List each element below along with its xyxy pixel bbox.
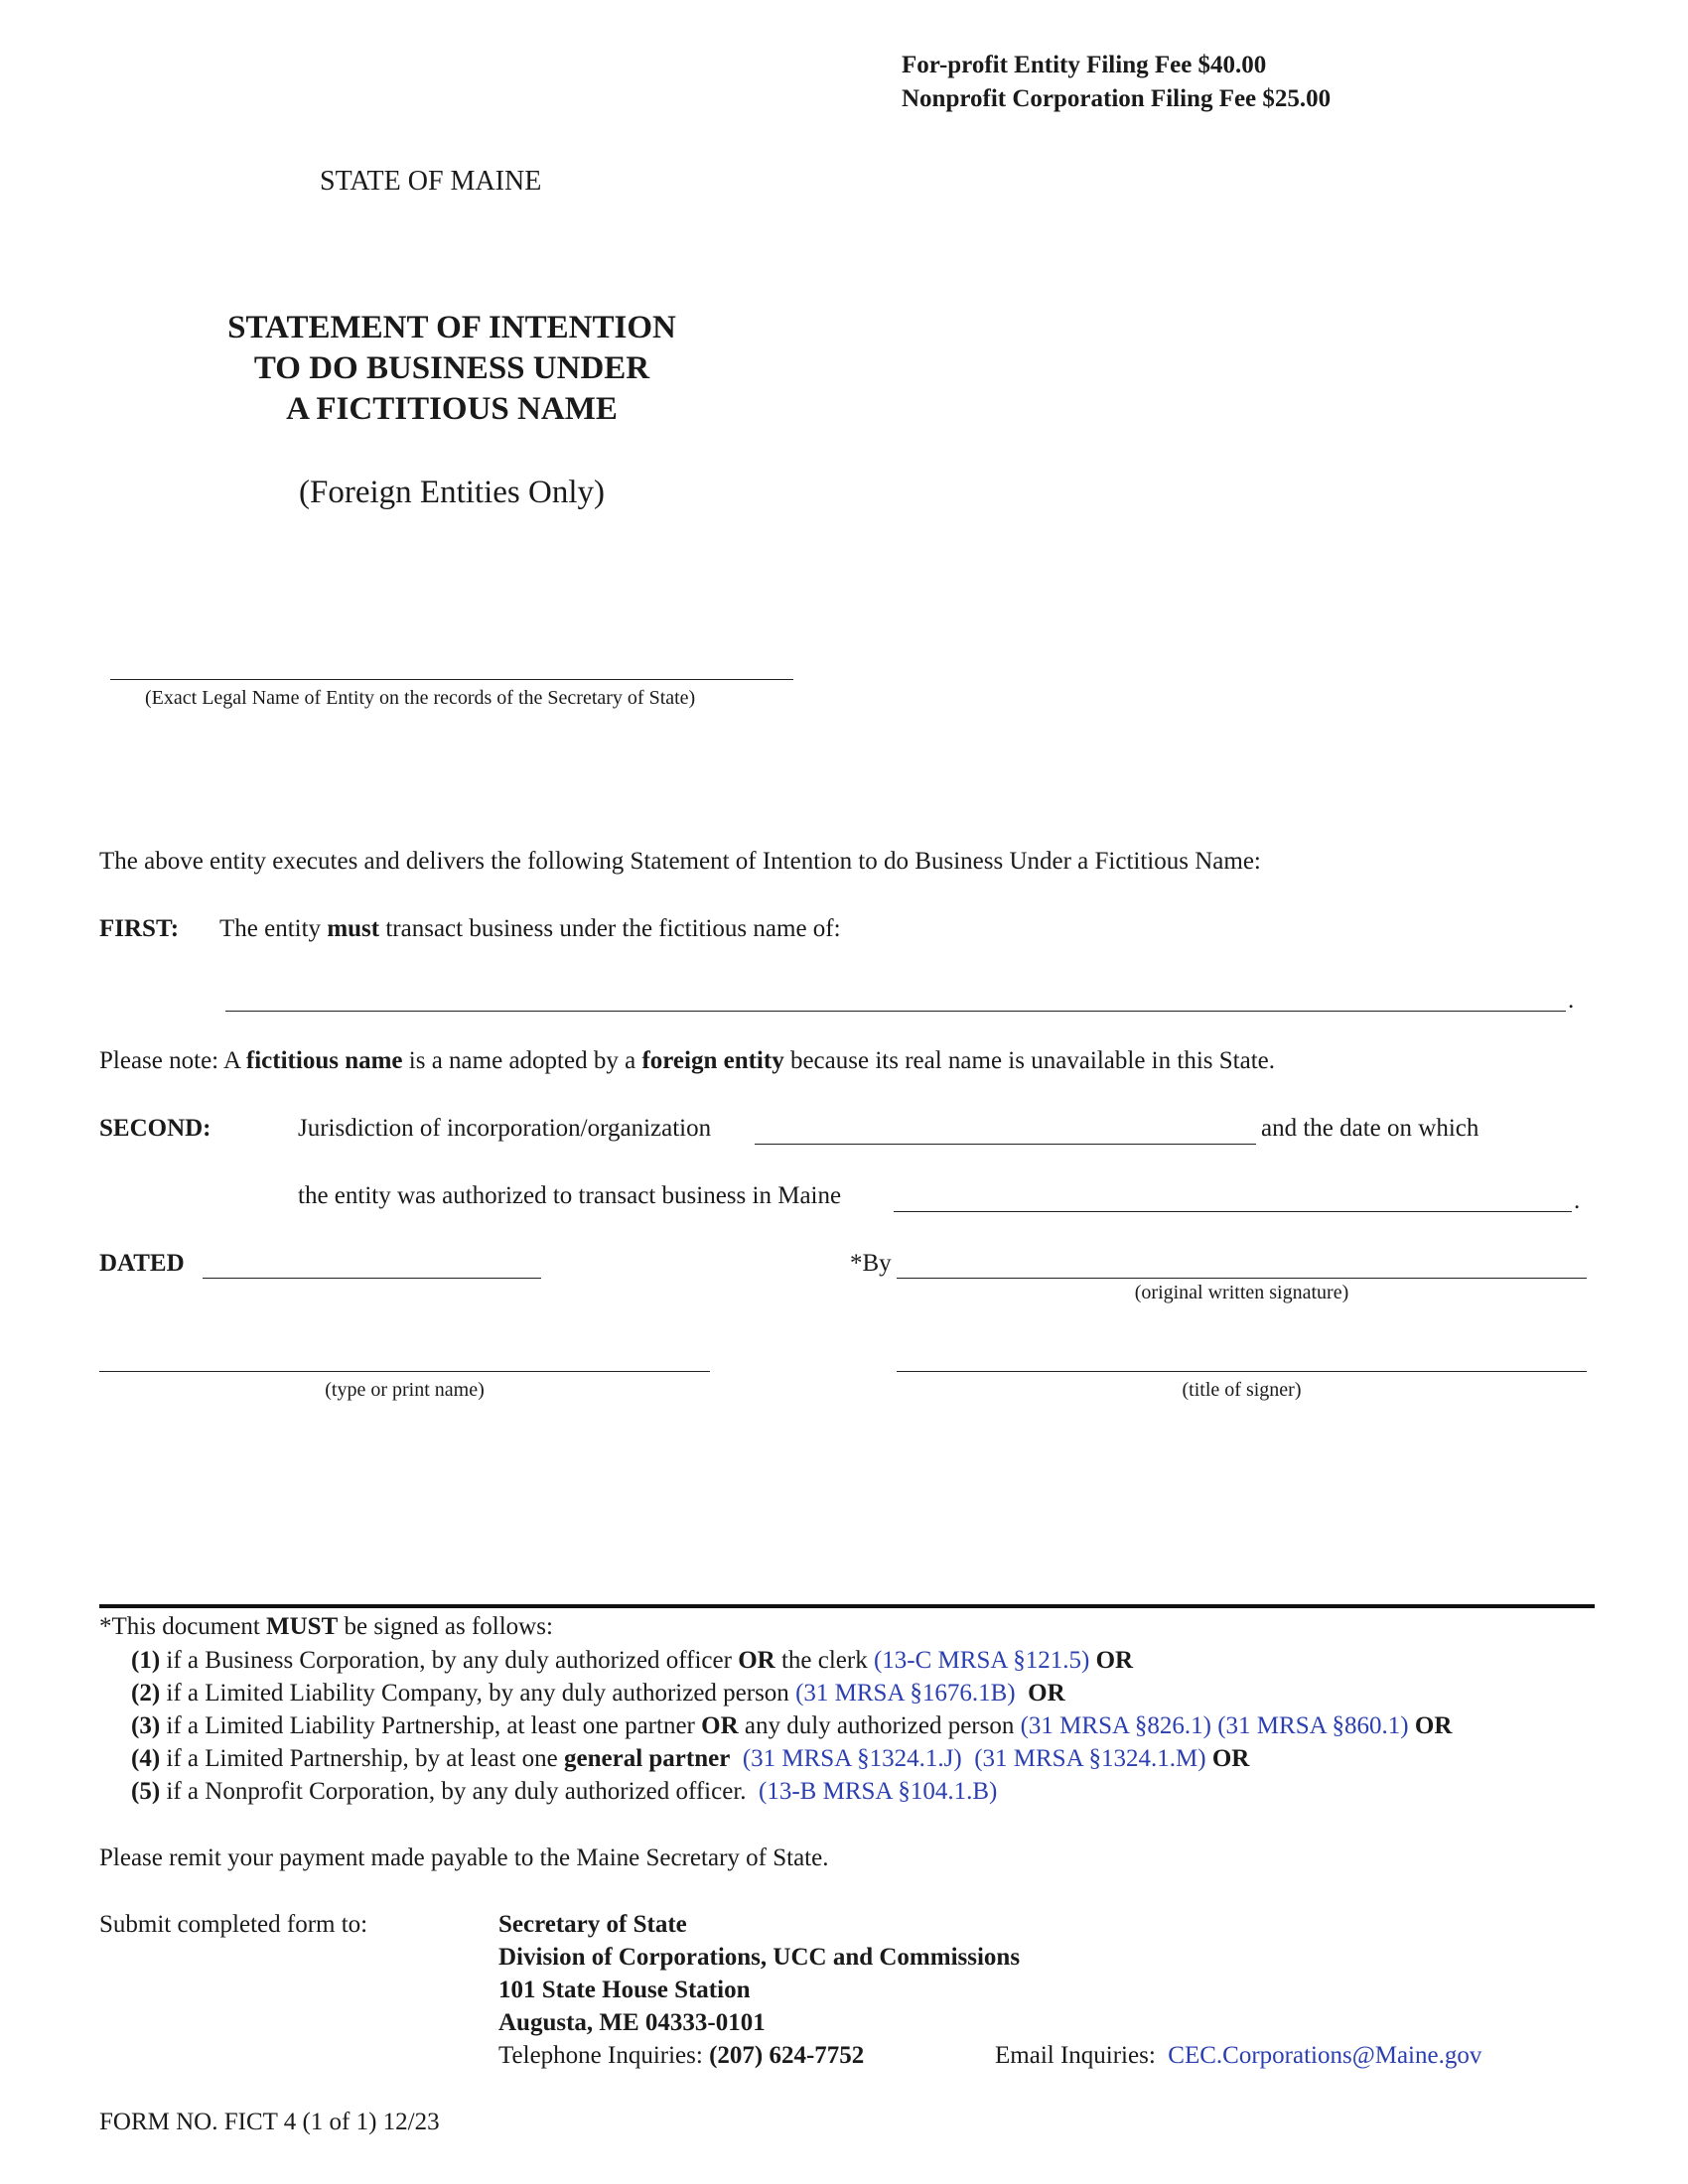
- nonprofit-fee: Nonprofit Corporation Filing Fee $25.00: [902, 85, 1332, 112]
- email-inquiries: Email Inquiries: CEC.Corporations@Maine.gov: [995, 2042, 1482, 2069]
- fictitious-note: Please note: A fictitious name is a name adopted by a foreign entity because its real name is unavailable in this State.: [99, 1047, 1275, 1074]
- first-text: The entity must transact business under the fictitious name of:: [219, 915, 841, 942]
- second-line2-text: the entity was authorized to transact business in Maine: [298, 1182, 842, 1209]
- dated-field[interactable]: [203, 1278, 541, 1279]
- instruction-item: (3) if a Limited Liability Partnership, at least one partner OR any duly authorized person (31 MRSA §826.1) (31 MRSA §860.1) OR: [131, 1712, 1453, 1739]
- second-label: SECOND:: [99, 1115, 211, 1142]
- intro-text: The above entity executes and delivers the following Statement of Intention to do Business Under a Fictitious Name:: [99, 848, 1261, 875]
- statute-link[interactable]: (31 MRSA §826.1): [1020, 1712, 1211, 1739]
- title-line-2: TO DO BUSINESS UNDER: [253, 350, 650, 386]
- form-number: FORM NO. FICT 4 (1 of 1) 12/23: [99, 2109, 440, 2135]
- second-line1-post: and the date on which: [1261, 1115, 1479, 1142]
- signature-field[interactable]: [897, 1278, 1587, 1279]
- submit-label: Submit completed form to:: [99, 1911, 368, 1938]
- fictitious-name-field[interactable]: [225, 1011, 1566, 1012]
- remit-text: Please remit your payment made payable to the Maine Secretary of State.: [99, 1844, 829, 1871]
- state-heading: STATE OF MAINE: [320, 166, 542, 197]
- submit-address-line-2: Division of Corporations, UCC and Commissions: [498, 1944, 1021, 1971]
- email-link[interactable]: CEC.Corporations@Maine.gov: [1168, 2042, 1482, 2069]
- print-name-field[interactable]: [99, 1371, 710, 1372]
- signer-title-caption: (title of signer): [1182, 1379, 1302, 1401]
- statute-link[interactable]: (31 MRSA §1324.1.J): [742, 1745, 962, 1772]
- second-line1-text: Jurisdiction of incorporation/organization: [298, 1115, 712, 1142]
- first-period: .: [1568, 987, 1575, 1014]
- statute-link[interactable]: (31 MRSA §1324.1.M): [974, 1745, 1206, 1772]
- second-period: .: [1574, 1187, 1581, 1214]
- statute-link[interactable]: (13-B MRSA §104.1.B): [759, 1778, 998, 1805]
- authorization-date-field[interactable]: [894, 1211, 1572, 1212]
- submit-address-line-3: 101 State House Station: [498, 1977, 751, 2003]
- print-name-caption: (type or print name): [325, 1379, 485, 1401]
- instructions-heading: *This document MUST be signed as follows:: [99, 1613, 553, 1640]
- statute-link[interactable]: (13-C MRSA §121.5): [873, 1647, 1090, 1674]
- signature-caption: (original written signature): [1134, 1282, 1349, 1303]
- forprofit-fee: For-profit Entity Filing Fee $40.00: [902, 52, 1267, 78]
- entity-name-caption: (Exact Legal Name of Entity on the records of the Secretary of State): [145, 687, 696, 709]
- by-label: *By: [850, 1250, 892, 1277]
- statute-link[interactable]: (31 MRSA §1676.1B): [795, 1680, 1016, 1706]
- instruction-item: (4) if a Limited Partnership, by at least one general partner (31 MRSA §1324.1.J) (31 MRSA §1324.1.M) OR: [131, 1745, 1250, 1772]
- entity-name-field[interactable]: [110, 679, 793, 680]
- statute-link[interactable]: (31 MRSA §860.1): [1217, 1712, 1409, 1739]
- instruction-item: (1) if a Business Corporation, by any duly authorized officer OR the clerk (13-C MRSA §121.5) OR: [131, 1647, 1134, 1674]
- title-line-3: A FICTITIOUS NAME: [286, 391, 618, 427]
- submit-address-line-1: Secretary of State: [498, 1911, 687, 1938]
- section-divider: [99, 1604, 1595, 1608]
- phone-inquiries: Telephone Inquiries: (207) 624-7752: [498, 2042, 865, 2069]
- submit-address-line-4: Augusta, ME 04333-0101: [498, 2009, 766, 2036]
- first-label: FIRST:: [99, 915, 180, 942]
- dated-label: DATED: [99, 1250, 185, 1277]
- instruction-item: (2) if a Limited Liability Company, by any duly authorized person (31 MRSA §1676.1B) OR: [131, 1680, 1065, 1706]
- instruction-item: (5) if a Nonprofit Corporation, by any duly authorized officer. (13-B MRSA §104.1.B): [131, 1778, 998, 1805]
- title-subtitle: (Foreign Entities Only): [299, 475, 605, 510]
- jurisdiction-field[interactable]: [755, 1144, 1256, 1145]
- signer-title-field[interactable]: [897, 1371, 1587, 1372]
- title-line-1: STATEMENT OF INTENTION: [227, 310, 676, 345]
